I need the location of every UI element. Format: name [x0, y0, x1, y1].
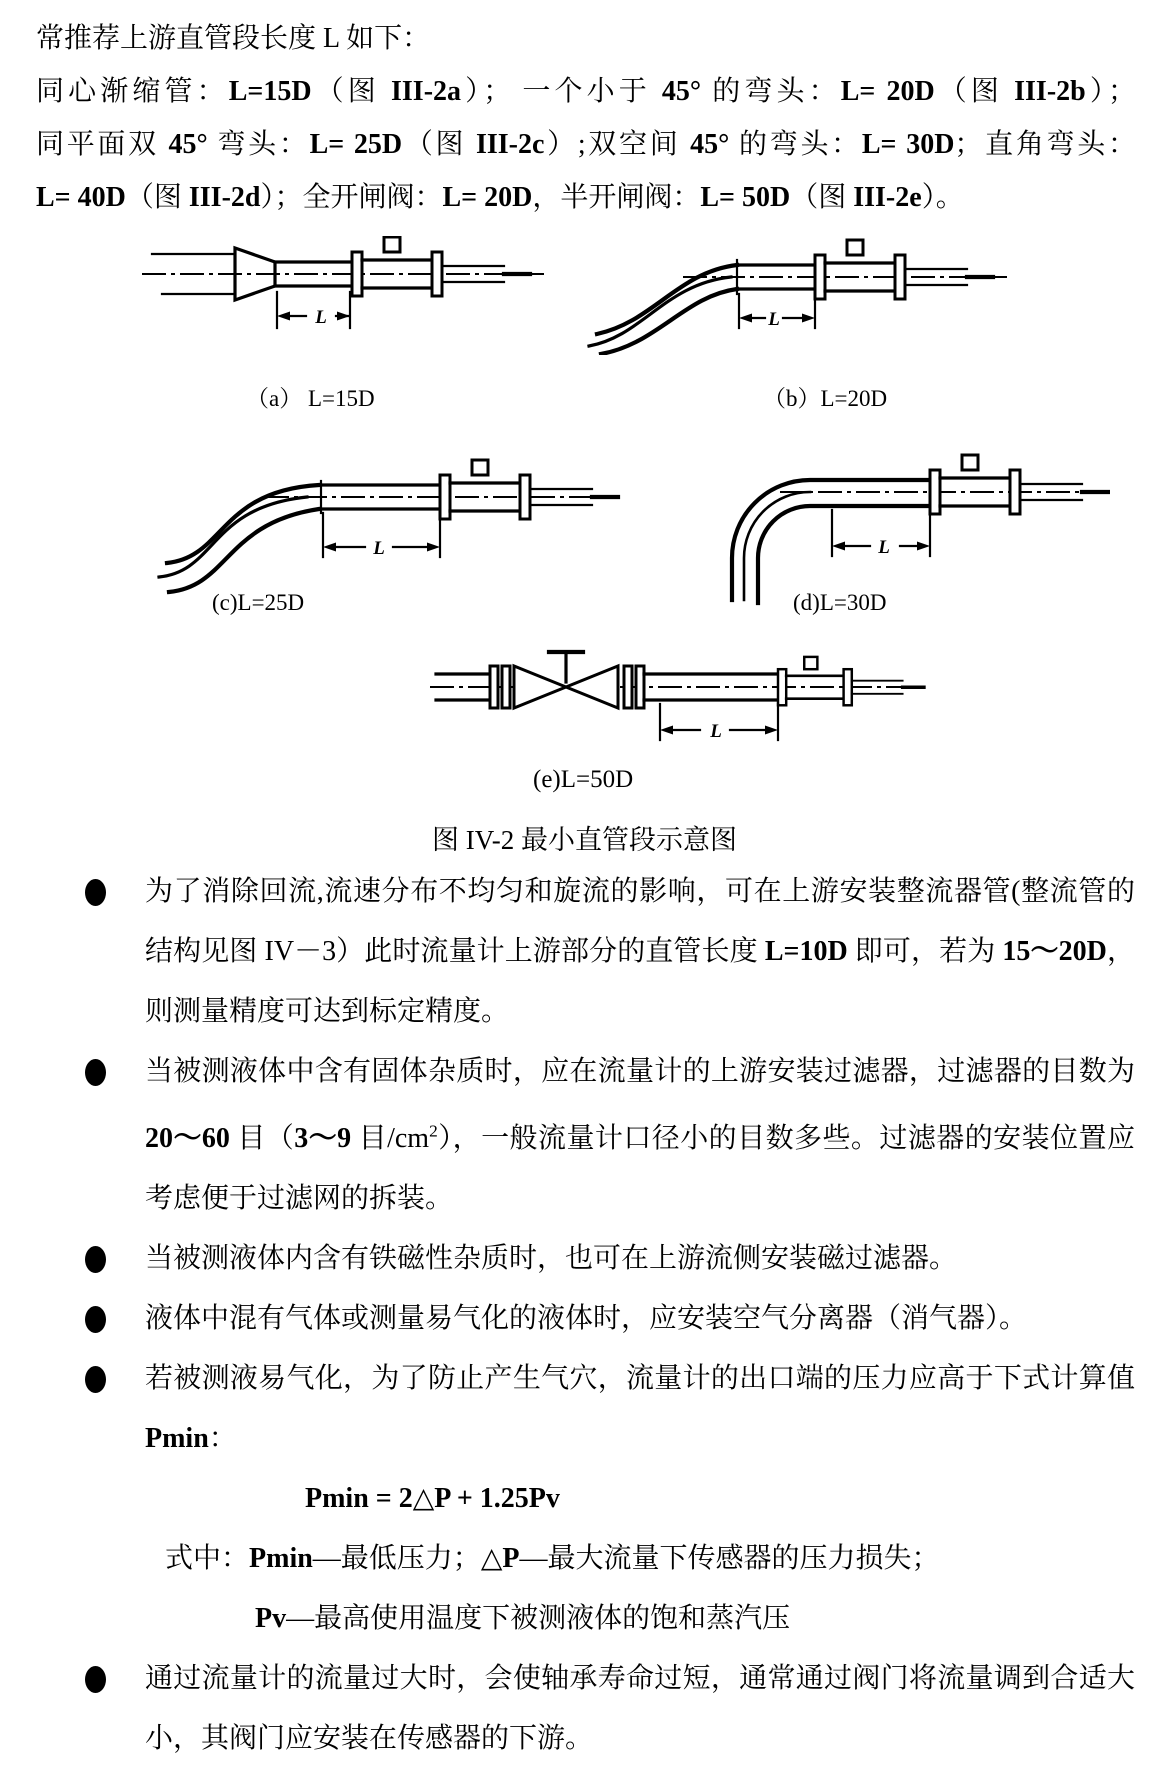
valve-body-right: [566, 666, 618, 708]
dim-label: L: [878, 537, 890, 558]
bullet-item-filter: [35, 1042, 1135, 1229]
figure-title: 图 IV-2 最小直管段示意图: [431, 825, 737, 855]
caption-e: (e)L=50D: [533, 766, 634, 793]
pipe-diagram-b-single-bend: [583, 230, 1013, 355]
caption-b: （b）L=20D: [763, 386, 888, 411]
intro-line-3: 同平面双 45° 弯头：L= 25D（图 III-2c）;双空间 45° 的弯头：L= 30D；直角弯头：: [36, 129, 1136, 160]
dim-label: L: [768, 309, 780, 330]
bullet-dot-icon: [85, 1246, 106, 1273]
bullet-text: 液体中混有气体或测量易气化的液体时，应安装空气分离器（消气器）。: [145, 1303, 1028, 1335]
bullet-text: 通过流量计的流量过大时，会使轴承寿命过短，通常通过阀门将流量调到合适大小，其阀门应安装在传感器的下游。: [145, 1663, 1135, 1755]
intro-line-1: 常推荐上游直管段长度 L 如下：: [36, 23, 431, 54]
bullet-item-magnetic-filter: [35, 1229, 1135, 1289]
bullet-text: 若被测液易气化，为了防止产生气穴，流量计的出口端的压力应高于下式计算值 Pmin：: [145, 1363, 1135, 1455]
pipe-diagram-d-elbow: [660, 448, 1110, 606]
bullet-item-flow-too-large: [35, 1649, 1135, 1765]
bullet-item-cavitation: [35, 1349, 1135, 1469]
bullet-list: [35, 862, 1135, 1765]
dim-label: L: [710, 721, 722, 742]
formula-where-line-2: Pv—最高使用温度下被测液体的饱和蒸汽压: [255, 1603, 791, 1635]
dim-label: L: [373, 538, 385, 559]
bullet-item-air-separator: [35, 1289, 1135, 1349]
valve-body-left: [514, 666, 566, 708]
pipe-diagram-a-reducer: [140, 236, 560, 341]
bullet-dot-icon: [85, 1306, 106, 1333]
intro-paragraph: [36, 12, 1136, 224]
formula-where-line-1: 式中：Pmin—最低压力；△P—最大流量下传感器的压力损失；: [165, 1543, 940, 1575]
bullet-text: 当被测液体内含有铁磁性杂质时，也可在上游流侧安装磁过滤器。: [145, 1243, 958, 1275]
bullet-item-rectifier: [35, 862, 1135, 1042]
caption-a: （a） L=15D: [246, 386, 375, 411]
bullet-dot-icon: [85, 1666, 106, 1693]
pipe-diagram-e-gate-valve: [428, 642, 928, 754]
bullet-dot-icon: [85, 1366, 106, 1393]
dim-label: L: [315, 307, 327, 328]
caption-d: (d)L=30D: [793, 590, 887, 615]
bullet-text: 为了消除回流,流速分布不均匀和旋流的影响，可在上游安装整流器管(整流管的结构见图 IV－3）此时流量计上游部分的直管长度 L=10D 即可，若为 15～20D，则测量精度可达到标定精度。: [145, 876, 1135, 1027]
pipe-diagram-c-double-bend: [155, 445, 625, 595]
pmin-formula: Pmin = 2△P + 1.25Pv: [305, 1483, 560, 1515]
caption-c: (c)L=25D: [212, 590, 305, 615]
intro-line-4: L= 40D（图 III-2d）；全开闸阀：L= 20D，半开闸阀：L= 50D（图 III-2e）。: [36, 182, 964, 213]
intro-line-2: 同心渐缩管：L=15D（图 III-2a）； 一个小于 45° 的弯头：L= 20D（图 III-2b）；: [36, 76, 1136, 107]
bullet-dot-icon: [85, 1059, 106, 1086]
bullet-dot-icon: [85, 879, 106, 906]
bullet-text: 当被测液体中含有固体杂质时，应在流量计的上游安装过滤器，过滤器的目数为 20～60 目（3～9 目$/cm^2$），一般流量计口径小的目数多些。过滤器的安装位置应考虑便于过滤网的拆装。: [145, 1056, 1135, 1215]
